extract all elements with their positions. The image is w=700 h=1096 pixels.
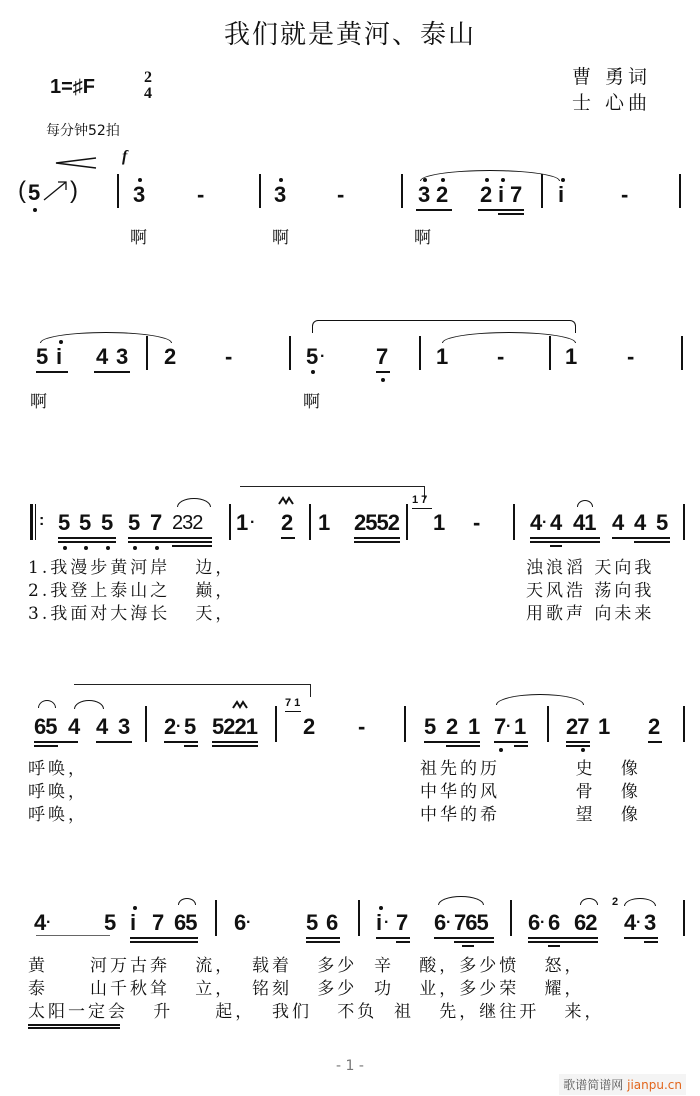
underline (376, 937, 410, 939)
barline (289, 336, 291, 370)
underline (416, 209, 452, 211)
dash: - (497, 344, 505, 369)
lyricist-credit: 曹 勇词 (572, 66, 652, 88)
note: 1 (598, 714, 611, 739)
slur (74, 700, 104, 709)
tempo-marking: 每分钟52拍 (46, 123, 120, 139)
note: 4 (612, 510, 625, 535)
barline (358, 900, 360, 936)
underline (648, 741, 662, 743)
note: i (558, 182, 565, 207)
note: 4 (550, 510, 563, 535)
low-octave-dot (381, 378, 385, 382)
underline (550, 545, 562, 547)
augmentation-dot: · (46, 914, 52, 931)
note: 6 (234, 910, 247, 935)
note: i (498, 182, 505, 207)
augmentation-dot: · (250, 514, 256, 531)
note: 6 (528, 910, 541, 935)
underline (624, 937, 658, 939)
augmentation-dot: · (542, 514, 548, 531)
note: i (56, 344, 63, 369)
note: i (376, 910, 383, 935)
underline (212, 745, 258, 747)
note: 7 (152, 910, 165, 935)
dash: - (197, 182, 205, 207)
underline (548, 945, 560, 947)
lyric: 啊 (303, 392, 323, 412)
slur (577, 500, 593, 507)
slur (496, 694, 584, 705)
underline (130, 941, 198, 943)
low-octave-dot (33, 208, 37, 212)
lyric-underline (28, 1027, 120, 1029)
barline (145, 706, 147, 742)
extension-line (36, 935, 110, 936)
note: 4 (34, 910, 47, 935)
low-octave-dot (499, 748, 503, 752)
underline (184, 745, 198, 747)
lyric-verse-2-left: 呼唤， (28, 782, 88, 802)
underline (94, 371, 130, 373)
barline (275, 706, 277, 742)
note: 4 (530, 510, 543, 535)
barline (683, 706, 685, 742)
note: 3 (133, 182, 146, 207)
low-octave-dot (133, 546, 137, 550)
mordent-icon (232, 700, 248, 710)
dash: - (473, 510, 481, 535)
note: 7 (510, 182, 523, 207)
slur (438, 896, 484, 905)
barline (549, 336, 551, 370)
note: 65 (174, 910, 197, 935)
barline (510, 900, 512, 936)
note: 62 (574, 910, 597, 935)
intro-paren-close: ) (70, 177, 78, 204)
underline (354, 541, 400, 543)
underline (354, 537, 400, 539)
barline (404, 706, 406, 742)
underline (130, 937, 198, 939)
mordent-icon (278, 496, 294, 506)
underline (566, 745, 590, 747)
slur (38, 700, 56, 708)
note: 5 (58, 510, 71, 535)
note: 1 (433, 510, 446, 535)
note: 1 (565, 344, 578, 369)
watermark-site-name: 歌谱简谱网 (563, 1078, 624, 1092)
note: 5 (424, 714, 437, 739)
high-octave-dot (279, 178, 283, 182)
slur (177, 498, 211, 507)
note: 5 (306, 910, 319, 935)
barline (401, 174, 403, 208)
underline (424, 741, 480, 743)
grace-notes: 1 7 (412, 494, 428, 506)
time-signature-bottom: 4 (144, 85, 152, 102)
underline (34, 741, 78, 743)
note: 3 (118, 714, 131, 739)
barline (229, 504, 231, 540)
barline (215, 900, 217, 936)
note: 5221 (212, 714, 257, 739)
augmentation-dot: · (506, 718, 512, 735)
underline (128, 537, 212, 539)
note: 4 (96, 344, 109, 369)
lyric: 啊 (30, 392, 50, 412)
underline (36, 371, 68, 373)
key-signature: 1=♯F (50, 76, 96, 98)
note: 7 (376, 344, 389, 369)
lyric-verse-1-right: 浊浪滔 天向我 (526, 558, 655, 578)
underline (306, 941, 340, 943)
note: 6 (548, 910, 561, 935)
augmentation-dot: · (446, 914, 452, 931)
note: 4 (96, 714, 109, 739)
lyric-verse-3-right: 中华的希 望 像 (420, 805, 641, 825)
note: 7 (396, 910, 409, 935)
time-signature (140, 70, 156, 102)
barline (117, 174, 119, 208)
lyric: 啊 (130, 228, 150, 248)
underline (96, 741, 132, 743)
underline (644, 941, 658, 943)
underline (212, 741, 258, 743)
underline (514, 745, 528, 747)
intro-paren-open: ( (18, 177, 26, 204)
lyric-verse-3-left: 3.我面对大海长 天， (28, 604, 236, 624)
underline (528, 941, 598, 943)
note: 2 (303, 714, 316, 739)
augmentation-dot: · (246, 914, 252, 931)
note: 27 (566, 714, 589, 739)
slur (580, 898, 598, 905)
underline (58, 541, 116, 543)
barline (406, 504, 408, 540)
barline (419, 336, 421, 370)
repeat-dots: : (39, 512, 45, 529)
forte-marking: f (122, 148, 128, 165)
barline (309, 504, 311, 540)
high-octave-dot (423, 178, 427, 182)
high-octave-dot (138, 178, 142, 182)
note: 3 (274, 182, 287, 207)
note: 1 (436, 344, 449, 369)
underline (306, 937, 340, 939)
high-octave-dot (133, 906, 137, 910)
grace-notes: 7 1 (285, 697, 301, 709)
note: 1 (236, 510, 249, 535)
underline (634, 541, 670, 543)
barline (513, 504, 515, 540)
underline (434, 937, 494, 939)
repeat-start-thin-bar (35, 504, 36, 540)
lyric: 啊 (414, 228, 434, 248)
lyric-verse-2-left: 2.我登上泰山之 巅， (28, 581, 236, 601)
underline (494, 741, 528, 743)
note: 1 (318, 510, 331, 535)
note: 2 (436, 182, 449, 207)
augmentation-dot: · (384, 914, 390, 931)
song-title: 我们就是黄河、泰山 (223, 20, 476, 50)
grace-underline (285, 711, 301, 712)
note: 1 (514, 714, 527, 739)
note: 41 (573, 510, 596, 535)
lyric-verse-3-right: 用歌声 向未来 (526, 604, 655, 624)
note: 3 (116, 344, 129, 369)
augmentation-dot: · (320, 348, 326, 365)
crescendo-icon (54, 156, 98, 170)
low-octave-dot (84, 546, 88, 550)
note: 3 (644, 910, 657, 935)
note: i (130, 910, 137, 935)
note: 2 (480, 182, 493, 207)
lyric-verse-2: 泰 山千秋耸 立， 铭刻 多少 功 业，多少荣 耀， (28, 979, 585, 999)
note: 5 (101, 510, 114, 535)
note: 6 (434, 910, 447, 935)
note: 6 (326, 910, 339, 935)
note: 2 (164, 714, 177, 739)
high-octave-dot (59, 340, 63, 344)
slur (312, 320, 576, 333)
underline (376, 371, 390, 373)
note: 5 (79, 510, 92, 535)
low-octave-dot (155, 546, 159, 550)
repeat-start-thick-bar (30, 504, 33, 540)
dash: - (225, 344, 233, 369)
underline (58, 537, 116, 539)
note: 765 (454, 910, 488, 935)
watermark (559, 1074, 686, 1095)
underline (164, 741, 198, 743)
low-octave-dot (581, 748, 585, 752)
underline (530, 537, 600, 539)
slur (624, 898, 656, 906)
high-octave-dot (485, 178, 489, 182)
note: 4 (634, 510, 647, 535)
underline (454, 941, 494, 943)
underline (498, 213, 524, 215)
note: 3 (418, 182, 431, 207)
note: 5 (128, 510, 141, 535)
dash: - (358, 714, 366, 739)
lyric: 啊 (272, 228, 292, 248)
time-signature-top: 2 (144, 69, 152, 86)
lyric-verse-1: 黄 河万古奔 流， 载着 多少 辛 酸，多少愤 怒， (28, 956, 585, 976)
note: 4 (624, 910, 637, 935)
note: 2552 (354, 510, 399, 535)
tie (442, 332, 576, 343)
lyric-verse-2-right: 天风浩 荡向我 (526, 581, 655, 601)
composer-credit: 士 心曲 (572, 92, 652, 114)
barline (259, 174, 261, 208)
lyric-verse-1-right: 祖先的历 史 像 (420, 759, 641, 779)
barline (146, 336, 148, 370)
note: 2 (164, 344, 177, 369)
underline (128, 541, 212, 543)
grace-note: 2 (612, 896, 619, 908)
barline (683, 900, 685, 936)
lyric-underline (28, 1024, 120, 1026)
barline (679, 174, 681, 208)
augmentation-dot: · (176, 718, 182, 735)
note: 7 (150, 510, 163, 535)
note: 232 (172, 512, 203, 534)
page-number: - 1 - (336, 1058, 364, 1074)
underline (446, 745, 480, 747)
dash: - (337, 182, 345, 207)
dash: - (621, 182, 629, 207)
barline (547, 706, 549, 742)
note: 5 (184, 714, 197, 739)
underline (172, 545, 212, 547)
underline (478, 209, 524, 211)
barline (541, 174, 543, 208)
note: 7 (494, 714, 507, 739)
high-octave-dot (441, 178, 445, 182)
underline (566, 741, 590, 743)
glissando-arrow-icon (42, 178, 70, 202)
watermark-domain: jianpu.cn (627, 1078, 682, 1092)
underline (281, 537, 295, 539)
barline (683, 504, 685, 540)
dash: - (627, 344, 635, 369)
phrase-bracket (74, 684, 311, 697)
augmentation-dot: · (636, 914, 642, 931)
note: 2 (446, 714, 459, 739)
lyric-verse-3: 太阳一定会 升 起， 我们 不负 祖 先，继往开 来， (28, 1002, 605, 1022)
lyric-verse-2-right: 中华的风 骨 像 (420, 782, 641, 802)
note: 5 (104, 910, 117, 935)
lyric-verse-1-left: 1.我漫步黄河岸 边， (28, 558, 236, 578)
underline (34, 745, 58, 747)
phrase-bracket (240, 486, 425, 499)
lyric-verse-1-left: 呼唤， (28, 759, 88, 779)
note: 2 (281, 510, 294, 535)
grace-underline (412, 508, 432, 509)
note: 2 (648, 714, 661, 739)
note: 5 (36, 344, 49, 369)
underline (396, 941, 410, 943)
low-octave-dot (63, 546, 67, 550)
underline (528, 937, 598, 939)
high-octave-dot (561, 178, 565, 182)
augmentation-dot: · (540, 914, 546, 931)
note: 4 (68, 714, 81, 739)
lyric-verse-3-left: 呼唤， (28, 805, 88, 825)
underline (530, 541, 600, 543)
slur (178, 898, 196, 905)
low-octave-dot (106, 546, 110, 550)
underline (612, 537, 670, 539)
low-octave-dot (311, 370, 315, 374)
underline (462, 945, 474, 947)
high-octave-dot (379, 906, 383, 910)
barline (681, 336, 683, 370)
note: 65 (34, 714, 57, 739)
high-octave-dot (501, 178, 505, 182)
note: 5 (656, 510, 669, 535)
note: 5 (28, 180, 41, 205)
note: 1 (468, 714, 481, 739)
note: 5 (306, 344, 319, 369)
